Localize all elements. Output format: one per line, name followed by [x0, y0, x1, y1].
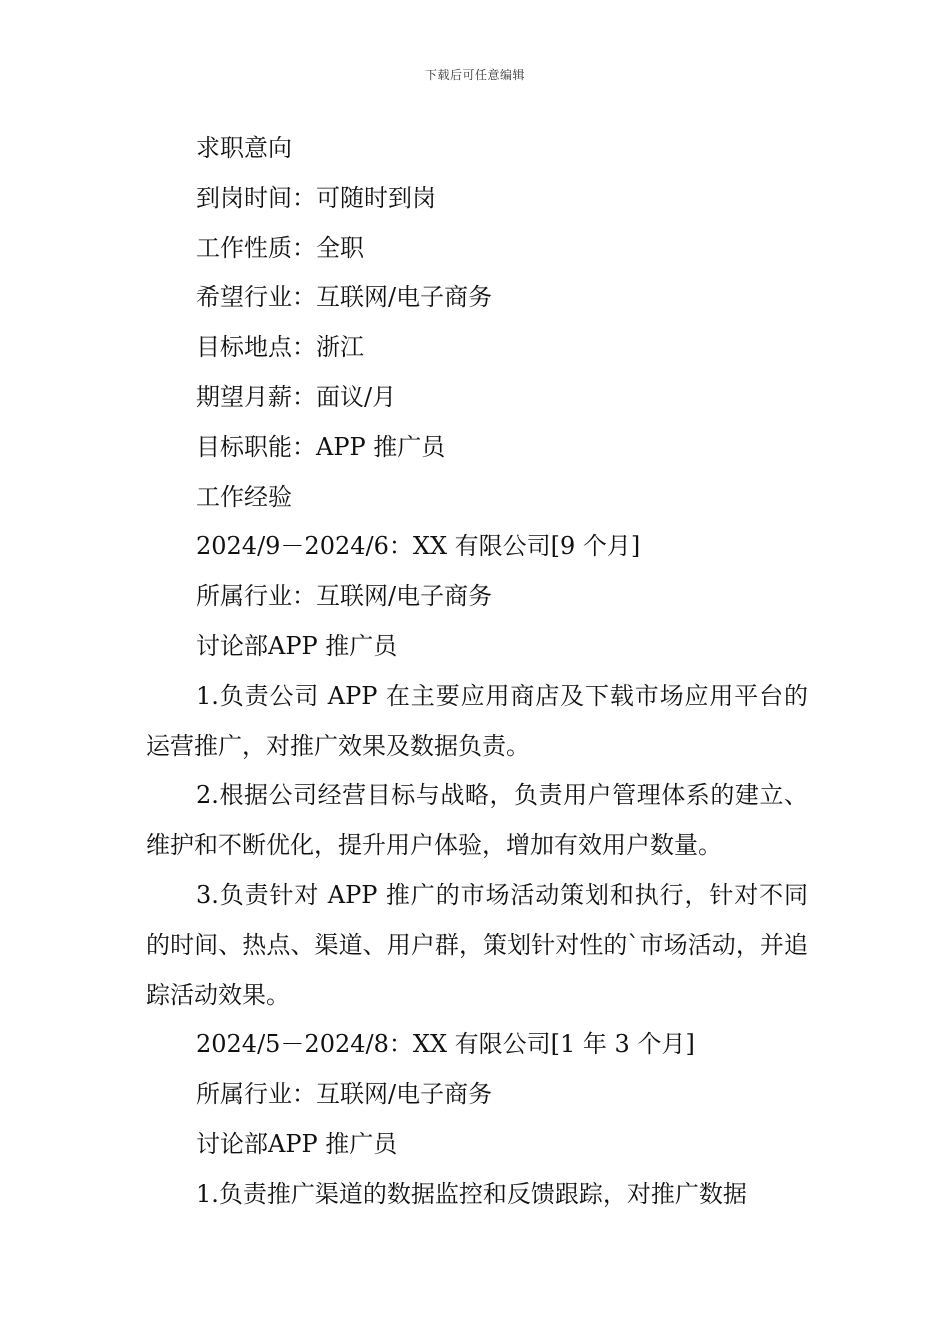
job-period: 2024/5－2024/8：XX 有限公司[1 年 3 个月]	[196, 1030, 695, 1059]
resume-body	[146, 124, 808, 1220]
job-industry: 所属行业：互联网/电子商务	[196, 1080, 493, 1109]
job-duty: 2.根据公司经营目标与战略，负责用户管理体系的建立、维护和不断优化，提升用户体验，增加有效用户数量。	[146, 781, 808, 860]
job-duty: 3.负责针对 APP 推广的市场活动策划和执行，针对不同的时间、热点、渠道、用户群，策划针对性的`市场活动，并追踪活动效果。	[146, 880, 808, 1009]
section-title-work-experience: 工作经验	[196, 482, 292, 511]
job-duty: 1.负责推广渠道的数据监控和反馈跟踪，对推广数据	[196, 1179, 747, 1208]
arrival-time: 到岗时间：可随时到岗	[196, 183, 436, 212]
job-industry: 所属行业：互联网/电子商务	[196, 582, 493, 611]
page-header-note: 下载后可任意编辑	[424, 68, 525, 82]
expected-salary: 期望月薪：面议/月	[196, 382, 397, 411]
section-title-job-intent: 求职意向	[196, 134, 292, 162]
target-function: 目标职能：APP 推广员	[196, 432, 446, 461]
desired-industry: 希望行业：互联网/电子商务	[196, 283, 493, 312]
job-role: 讨论部APP 推广员	[196, 631, 398, 660]
target-location: 目标地点：浙江	[196, 333, 364, 362]
job-duty: 1.负责公司 APP 在主要应用商店及下载市场应用平台的运营推广，对推广效果及数据负责。	[146, 681, 808, 760]
job-period: 2024/9－2024/6：XX 有限公司[9 个月]	[196, 532, 641, 561]
job-nature: 工作性质：全职	[196, 233, 364, 262]
job-role: 讨论部APP 推广员	[196, 1129, 398, 1158]
